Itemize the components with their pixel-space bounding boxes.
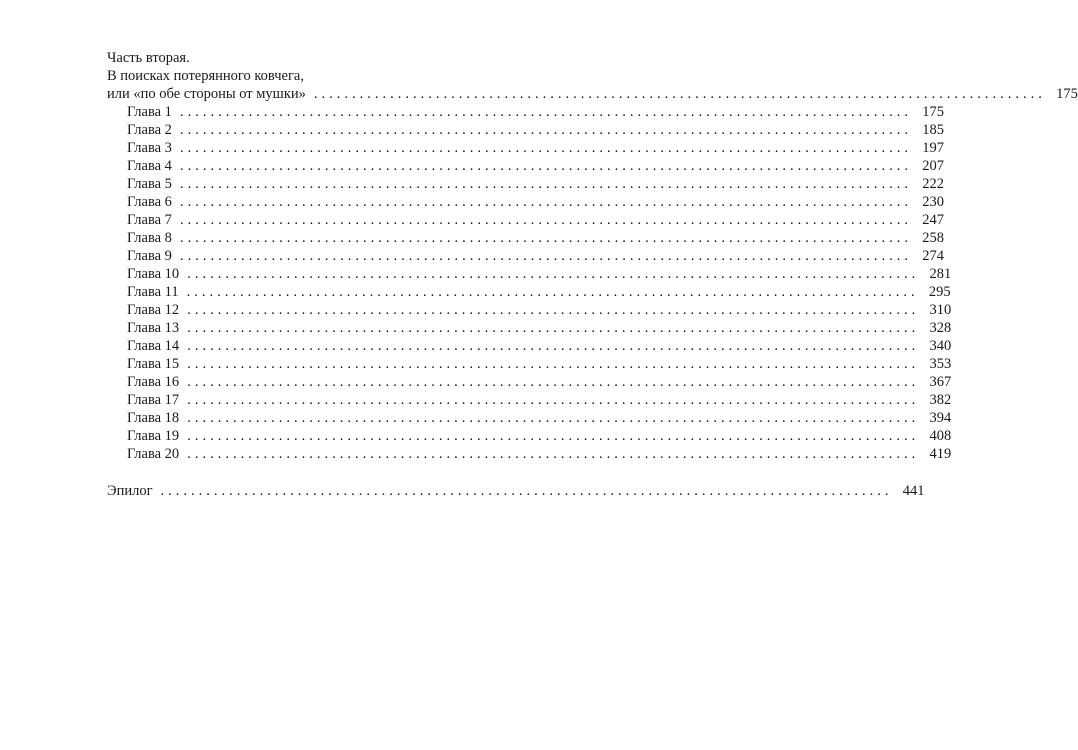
chapter-entry[interactable]	[107, 301, 952, 319]
chapter-label: Глава 10	[127, 266, 180, 282]
dot-leader: ................................................................................................	[179, 212, 912, 228]
chapter-page-number: 207	[922, 158, 944, 174]
chapter-page-number: 340	[929, 338, 952, 354]
dot-leader: ................................................................................................	[187, 428, 920, 444]
chapter-entry[interactable]	[107, 157, 944, 175]
part-title-line-2: В поисках потерянного ковчега,	[107, 68, 304, 84]
dot-leader: ................................................................................................	[179, 176, 912, 192]
dot-leader: ................................................................................................	[187, 338, 920, 354]
chapter-page-number: 394	[929, 410, 952, 426]
chapter-label: Глава 16	[127, 374, 180, 390]
chapter-page-number: 185	[922, 122, 944, 138]
chapter-label: Глава 15	[127, 356, 180, 372]
chapter-label: Глава 9	[127, 248, 172, 264]
chapter-label: Глава 11	[127, 284, 179, 300]
dot-leader: ................................................................................................	[179, 122, 912, 138]
chapter-entry[interactable]	[107, 283, 951, 301]
chapter-page-number: 197	[922, 140, 944, 156]
chapter-entry[interactable]	[107, 103, 944, 121]
chapter-label: Глава 18	[127, 410, 180, 426]
chapter-entry[interactable]	[107, 175, 944, 193]
dot-leader: ................................................................................................	[186, 284, 919, 300]
chapter-page-number: 367	[929, 374, 952, 390]
spacer	[107, 463, 494, 482]
chapter-label: Глава 17	[127, 392, 180, 408]
chapter-entry[interactable]	[107, 373, 952, 391]
chapter-entry[interactable]	[107, 121, 944, 139]
dot-leader: ................................................................................................	[179, 230, 912, 246]
dot-leader: ................................................................................................	[187, 302, 920, 318]
chapter-label: Глава 12	[127, 302, 180, 318]
chapter-page-number: 274	[922, 248, 944, 264]
chapter-entry[interactable]	[107, 211, 944, 229]
dot-leader: ................................................................................................	[179, 104, 912, 120]
chapter-label: Глава 20	[127, 446, 180, 462]
chapter-label: Глава 5	[127, 176, 172, 192]
epilogue-page-number: 441	[902, 483, 925, 499]
dot-leader: ................................................................................................	[187, 392, 920, 408]
dot-leader: ................................................................................................	[313, 86, 1046, 102]
part-page-number: 175	[1056, 86, 1078, 102]
chapter-page-number: 353	[929, 356, 952, 372]
chapter-label: Глава 2	[127, 122, 172, 138]
table-of-contents	[107, 49, 1078, 500]
chapter-page-number: 295	[928, 284, 951, 300]
chapter-entry[interactable]	[107, 247, 944, 265]
chapter-page-number: 222	[922, 176, 944, 192]
chapter-entry[interactable]	[107, 391, 952, 409]
dot-leader: ................................................................................................	[187, 374, 920, 390]
chapter-label: Глава 7	[127, 212, 172, 228]
dot-leader: ................................................................................................	[187, 266, 920, 282]
chapter-label: Глава 19	[127, 428, 180, 444]
chapter-entry[interactable]	[107, 355, 952, 373]
dot-leader: ................................................................................................	[187, 356, 920, 372]
chapter-list	[107, 103, 952, 463]
chapter-label: Глава 3	[127, 140, 172, 156]
chapter-entry[interactable]	[107, 265, 952, 283]
chapter-label: Глава 14	[127, 338, 180, 354]
chapter-entry[interactable]	[107, 337, 952, 355]
chapter-page-number: 230	[922, 194, 944, 210]
dot-leader: ................................................................................................	[179, 194, 912, 210]
chapter-page-number: 175	[922, 104, 944, 120]
dot-leader: ................................................................................................	[160, 483, 893, 499]
chapter-entry[interactable]	[107, 445, 952, 463]
chapter-entry[interactable]	[107, 139, 944, 157]
chapter-page-number: 382	[929, 392, 952, 408]
chapter-entry[interactable]	[107, 319, 952, 337]
dot-leader: ................................................................................................	[179, 248, 912, 264]
chapter-label: Глава 1	[127, 104, 172, 120]
chapter-label: Глава 8	[127, 230, 172, 246]
chapter-page-number: 310	[929, 302, 952, 318]
chapter-label: Глава 6	[127, 194, 172, 210]
dot-leader: ................................................................................................	[187, 446, 920, 462]
chapter-page-number: 419	[929, 446, 952, 462]
chapter-page-number: 247	[922, 212, 944, 228]
part-title-entry[interactable]	[107, 85, 1078, 103]
dot-leader: ................................................................................................	[187, 410, 920, 426]
epilogue-label: Эпилог	[107, 483, 153, 499]
chapter-page-number: 258	[922, 230, 944, 246]
chapter-page-number: 281	[929, 266, 952, 282]
chapter-label: Глава 13	[127, 320, 180, 336]
chapter-entry[interactable]	[107, 427, 952, 445]
chapter-label: Глава 4	[127, 158, 172, 174]
part-title-line-3: или «по обе стороны от мушки»	[107, 86, 306, 102]
dot-leader: ................................................................................................	[179, 140, 912, 156]
chapter-page-number: 328	[929, 320, 952, 336]
chapter-page-number: 408	[929, 428, 952, 444]
dot-leader: ................................................................................................	[179, 158, 912, 174]
chapter-entry[interactable]	[107, 409, 952, 427]
epilogue-entry[interactable]	[107, 482, 925, 500]
chapter-entry[interactable]	[107, 229, 944, 247]
part-title-line-1: Часть вторая.	[107, 50, 190, 66]
dot-leader: ................................................................................................	[187, 320, 920, 336]
chapter-entry[interactable]	[107, 193, 944, 211]
